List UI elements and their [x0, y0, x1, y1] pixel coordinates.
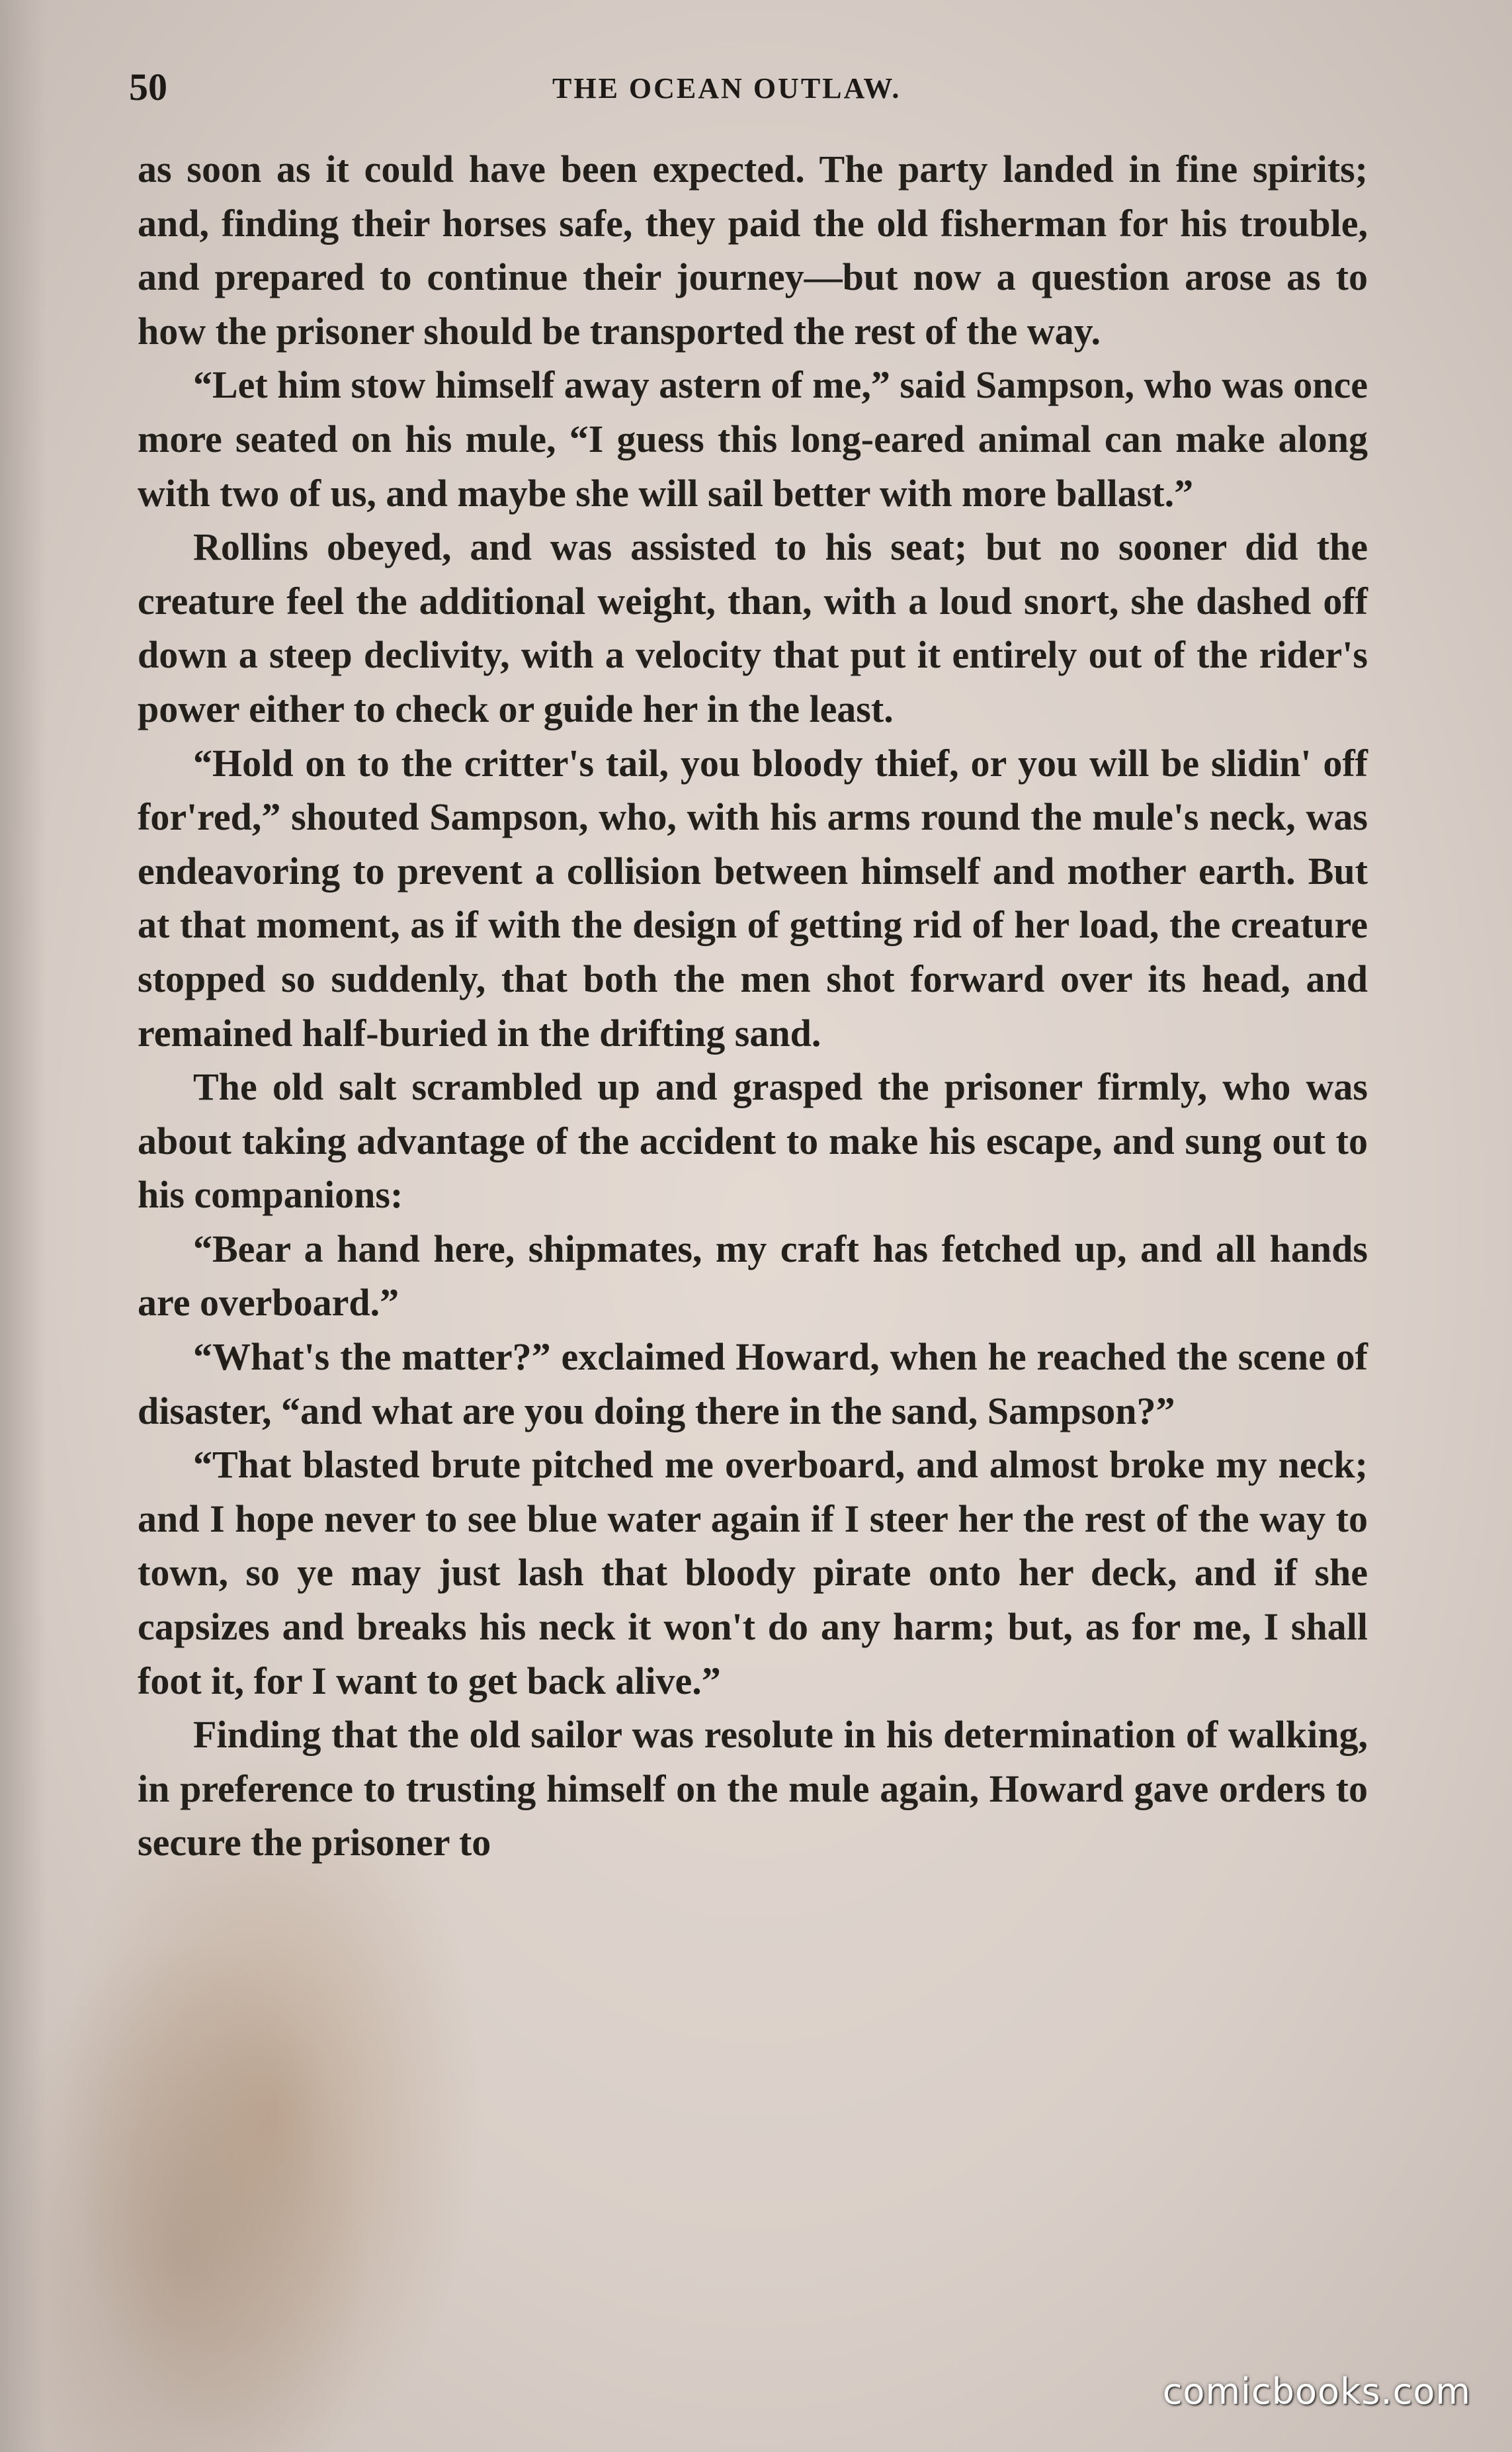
page-shadow-edge [0, 0, 46, 2452]
paragraph: “Let him stow himself away astern of me,” said Sampson, who was once more seated on his mule, “I guess this long-eared animal can make along with two of us, and maybe she will sail better with more ballast.” [138, 363, 1368, 515]
body-text [138, 142, 1368, 1870]
paragraph: “Bear a hand here, shipmates, my craft has fetched up, and all hands are overboard.” [138, 1227, 1368, 1325]
paragraph: Finding that the old sailor was resolute in his determination of walking, in preference to trusting himself on the mule again, Howard gave orders to secure the prisoner to [138, 1713, 1368, 1864]
watermark-text: comicbooks.com [1162, 2371, 1471, 2412]
paragraph: as soon as it could have been expected. The party landed in fine spirits; and, finding their horses safe, they paid the old fisherman for his trouble, and prepared to continue their journey—but now a question arose as to how the prisoner should be transported the rest of the way. [138, 148, 1368, 353]
page-header [129, 65, 1386, 124]
page-number: 50 [129, 66, 167, 109]
paragraph: Rollins obeyed, and was assisted to his seat; but no sooner did the creature feel the additional weight, than, with a loud snort, she dashed off down a steep declivity, with a velocity that put it entirely out of the rider's power either to check or guide her in the least. [138, 525, 1368, 730]
running-title: THE OCEAN OUTLAW. [552, 72, 902, 105]
paragraph: “That blasted brute pitched me overboard, and almost broke my neck; and I hope never to see blue water again if I steer her the rest of the way to town, so ye may just lash that bloody pirate onto her deck, and if she capsizes and breaks his neck it won't do any harm; but, as for me, I shall foot it, for I want to get back alive.” [138, 1443, 1368, 1702]
paragraph: The old salt scrambled up and grasped the prisoner firmly, who was about taking advantage of the accident to make his escape, and sung out to his companions: [138, 1065, 1368, 1217]
paragraph: “What's the matter?” exclaimed Howard, when he reached the scene of disaster, “and what are you doing there in the sand, Sampson?” [138, 1335, 1368, 1432]
paragraph: “Hold on to the critter's tail, you bloody thief, or you will be slidin' off for'red,” shouted Sampson, who, with his arms round the mule's neck, was endeavoring to prevent a collision between himself and mother earth. But at that moment, as if with the design of getting rid of her load, the creature stopped so suddenly, that both the men shot forward over its head, and remained half-buried in the drifting sand. [138, 741, 1368, 1055]
